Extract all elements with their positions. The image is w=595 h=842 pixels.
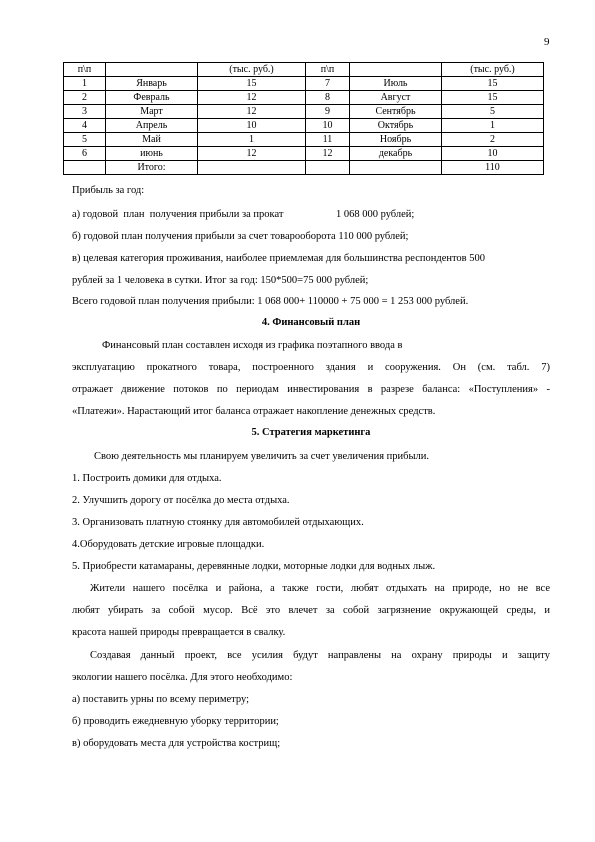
table-cell: Январь	[106, 77, 198, 91]
section5-heading: 5. Стратегия маркетинга	[251, 427, 371, 438]
page-number: 9	[544, 36, 550, 48]
section4-line4: «Платежи». Нарастающий итог баланса отражает накопление денежных средств.	[72, 406, 436, 417]
profit-item-a: а) годовой план получения прибыли за прокат 1 068 000 рублей;	[72, 209, 415, 220]
para1-line2: любят убирать за собой мусор. Всё это влечет за собой загрязнение окружающей среды, и	[72, 605, 550, 616]
table-row	[64, 133, 544, 147]
table-cell	[64, 161, 106, 175]
list-item: 1. Построить домики для отдыха.	[72, 473, 222, 484]
table-cell: Апрель	[106, 119, 198, 133]
monthly-profit-table	[63, 62, 544, 175]
table-cell: Октябрь	[350, 119, 442, 133]
table-cell: 10	[306, 119, 350, 133]
para1-block1	[72, 582, 550, 595]
table-cell: 12	[198, 147, 306, 161]
table-cell: Июль	[350, 77, 442, 91]
section5-item2	[72, 494, 550, 507]
table-cell	[198, 161, 306, 175]
profit-section	[72, 184, 550, 197]
section5-intro: Свою деятельность мы планируем увеличить за счет увеличения прибыли.	[94, 451, 430, 462]
table-cell: Май	[106, 133, 198, 147]
table-cell: 10	[442, 147, 544, 161]
table-cell: 3	[64, 105, 106, 119]
table-cell	[106, 63, 198, 77]
needs-item-a	[72, 693, 550, 706]
table-cell: 15	[198, 77, 306, 91]
table-cell: 2	[442, 133, 544, 147]
table-cell: 11	[306, 133, 350, 147]
table-cell: (тыс. руб.)	[198, 63, 306, 77]
table-cell: 12	[198, 91, 306, 105]
table-cell	[350, 161, 442, 175]
table-cell: 15	[442, 77, 544, 91]
list-item: в) оборудовать места для устройства кострищ;	[72, 738, 281, 749]
table-cell: 110	[442, 161, 544, 175]
table-cell: 12	[306, 147, 350, 161]
list-item: б) проводить ежедневную уборку территории;	[72, 716, 279, 727]
table-cell: 8	[306, 91, 350, 105]
table-cell: 4	[64, 119, 106, 133]
table-row	[64, 119, 544, 133]
profit-title: Прибыль за год:	[72, 185, 145, 196]
table-cell: 1	[64, 77, 106, 91]
table-cell: 12	[198, 105, 306, 119]
table-cell: 15	[442, 91, 544, 105]
section4-line3: отражает движение потоков по периодам инвестирования в разрезе баланса: «Поступления» -	[72, 384, 550, 395]
section4-line2: эксплуатацию прокатного товара, построенного здания и сооружения. Он (см. табл. 7)	[72, 362, 550, 373]
table-row	[64, 147, 544, 161]
table-cell: декабрь	[350, 147, 442, 161]
table-cell: п\п	[306, 63, 350, 77]
para1-line3: красота нашей природы превращается в свалку.	[72, 627, 286, 638]
para1-block2	[72, 604, 550, 617]
table-cell: Февраль	[106, 91, 198, 105]
list-item: 3. Организовать платную стоянку для автомобилей отдыхающих.	[72, 517, 364, 528]
profit-item-c-line1: в) целевая категория проживания, наиболее приемлемая для большинства респондентов 500	[72, 253, 486, 264]
table-cell	[306, 161, 350, 175]
para2-block1	[72, 649, 550, 662]
para1-block3	[72, 626, 550, 639]
table-cell: (тыс. руб.)	[442, 63, 544, 77]
profit-plan-b	[72, 230, 550, 243]
table-cell: Итого:	[106, 161, 198, 175]
profit-plan-c	[72, 252, 550, 265]
table-header-row	[64, 63, 544, 77]
section5-item4	[72, 538, 550, 551]
table-cell: 7	[306, 77, 350, 91]
table-row	[64, 105, 544, 119]
para2-line1: Создавая данный проект, все усилия будут направлены на охрану природы и защиту	[90, 650, 550, 661]
table-row	[64, 77, 544, 91]
list-item: 4.Оборудовать детские игровые площадки.	[72, 539, 265, 550]
para1-line1: Жители нашего посёлка и района, а также гости, любят отдыхать на природе, но не все	[90, 583, 550, 594]
table-cell: 5	[64, 133, 106, 147]
list-item: 2. Улучшить дорогу от посёлка до места отдыха.	[72, 495, 290, 506]
section5-item1	[72, 472, 550, 485]
profit-plan-c-cont	[72, 274, 550, 287]
section4-p-line1	[72, 339, 550, 352]
table-row	[64, 161, 544, 175]
profit-item-c-line2: рублей за 1 человека в сутки. Итог за год: 150*500=75 000 рублей;	[72, 275, 369, 286]
table-cell: Ноябрь	[350, 133, 442, 147]
profit-item-b: б) годовой план получения прибыли за счет товарооборота 110 000 рублей;	[72, 231, 409, 242]
section4-heading: 4. Финансовый план	[261, 317, 361, 328]
profit-plan-a	[72, 208, 550, 221]
section4-line1: Финансовый план составлен исходя из графика поэтапного ввода в	[102, 340, 403, 351]
table-cell: 9	[306, 105, 350, 119]
table-cell	[350, 63, 442, 77]
table-cell: 10	[198, 119, 306, 133]
table-cell: п\п	[64, 63, 106, 77]
list-item: а) поставить урны по всему периметру;	[72, 694, 249, 705]
table-cell: Август	[350, 91, 442, 105]
table-cell: 5	[442, 105, 544, 119]
table-cell: 1	[442, 119, 544, 133]
section5-item3	[72, 516, 550, 529]
table-cell: Март	[106, 105, 198, 119]
table-cell: 6	[64, 147, 106, 161]
section4-p-line4	[72, 405, 550, 418]
list-item: 5. Приобрести катамараны, деревянные лодки, моторные лодки для водных лыж.	[72, 561, 436, 572]
table-row	[64, 91, 544, 105]
section4-p-line3	[72, 383, 550, 396]
profit-total: Всего годовой план получения прибыли: 1 068 000+ 110000 + 75 000 = 1 253 000 рублей.	[72, 296, 469, 307]
profit-total-block	[72, 295, 550, 308]
table-cell: 1	[198, 133, 306, 147]
table-cell: 2	[64, 91, 106, 105]
section5-intro-block	[72, 450, 550, 463]
section5-item5	[72, 560, 550, 573]
needs-item-c	[72, 737, 550, 750]
needs-item-b	[72, 715, 550, 728]
para2-line2: экологии нашего посёлка. Для этого необходимо:	[72, 672, 293, 683]
para2-block2	[72, 671, 550, 684]
table-cell: июнь	[106, 147, 198, 161]
section4-p-line2	[72, 361, 550, 374]
table-cell: Сентябрь	[350, 105, 442, 119]
